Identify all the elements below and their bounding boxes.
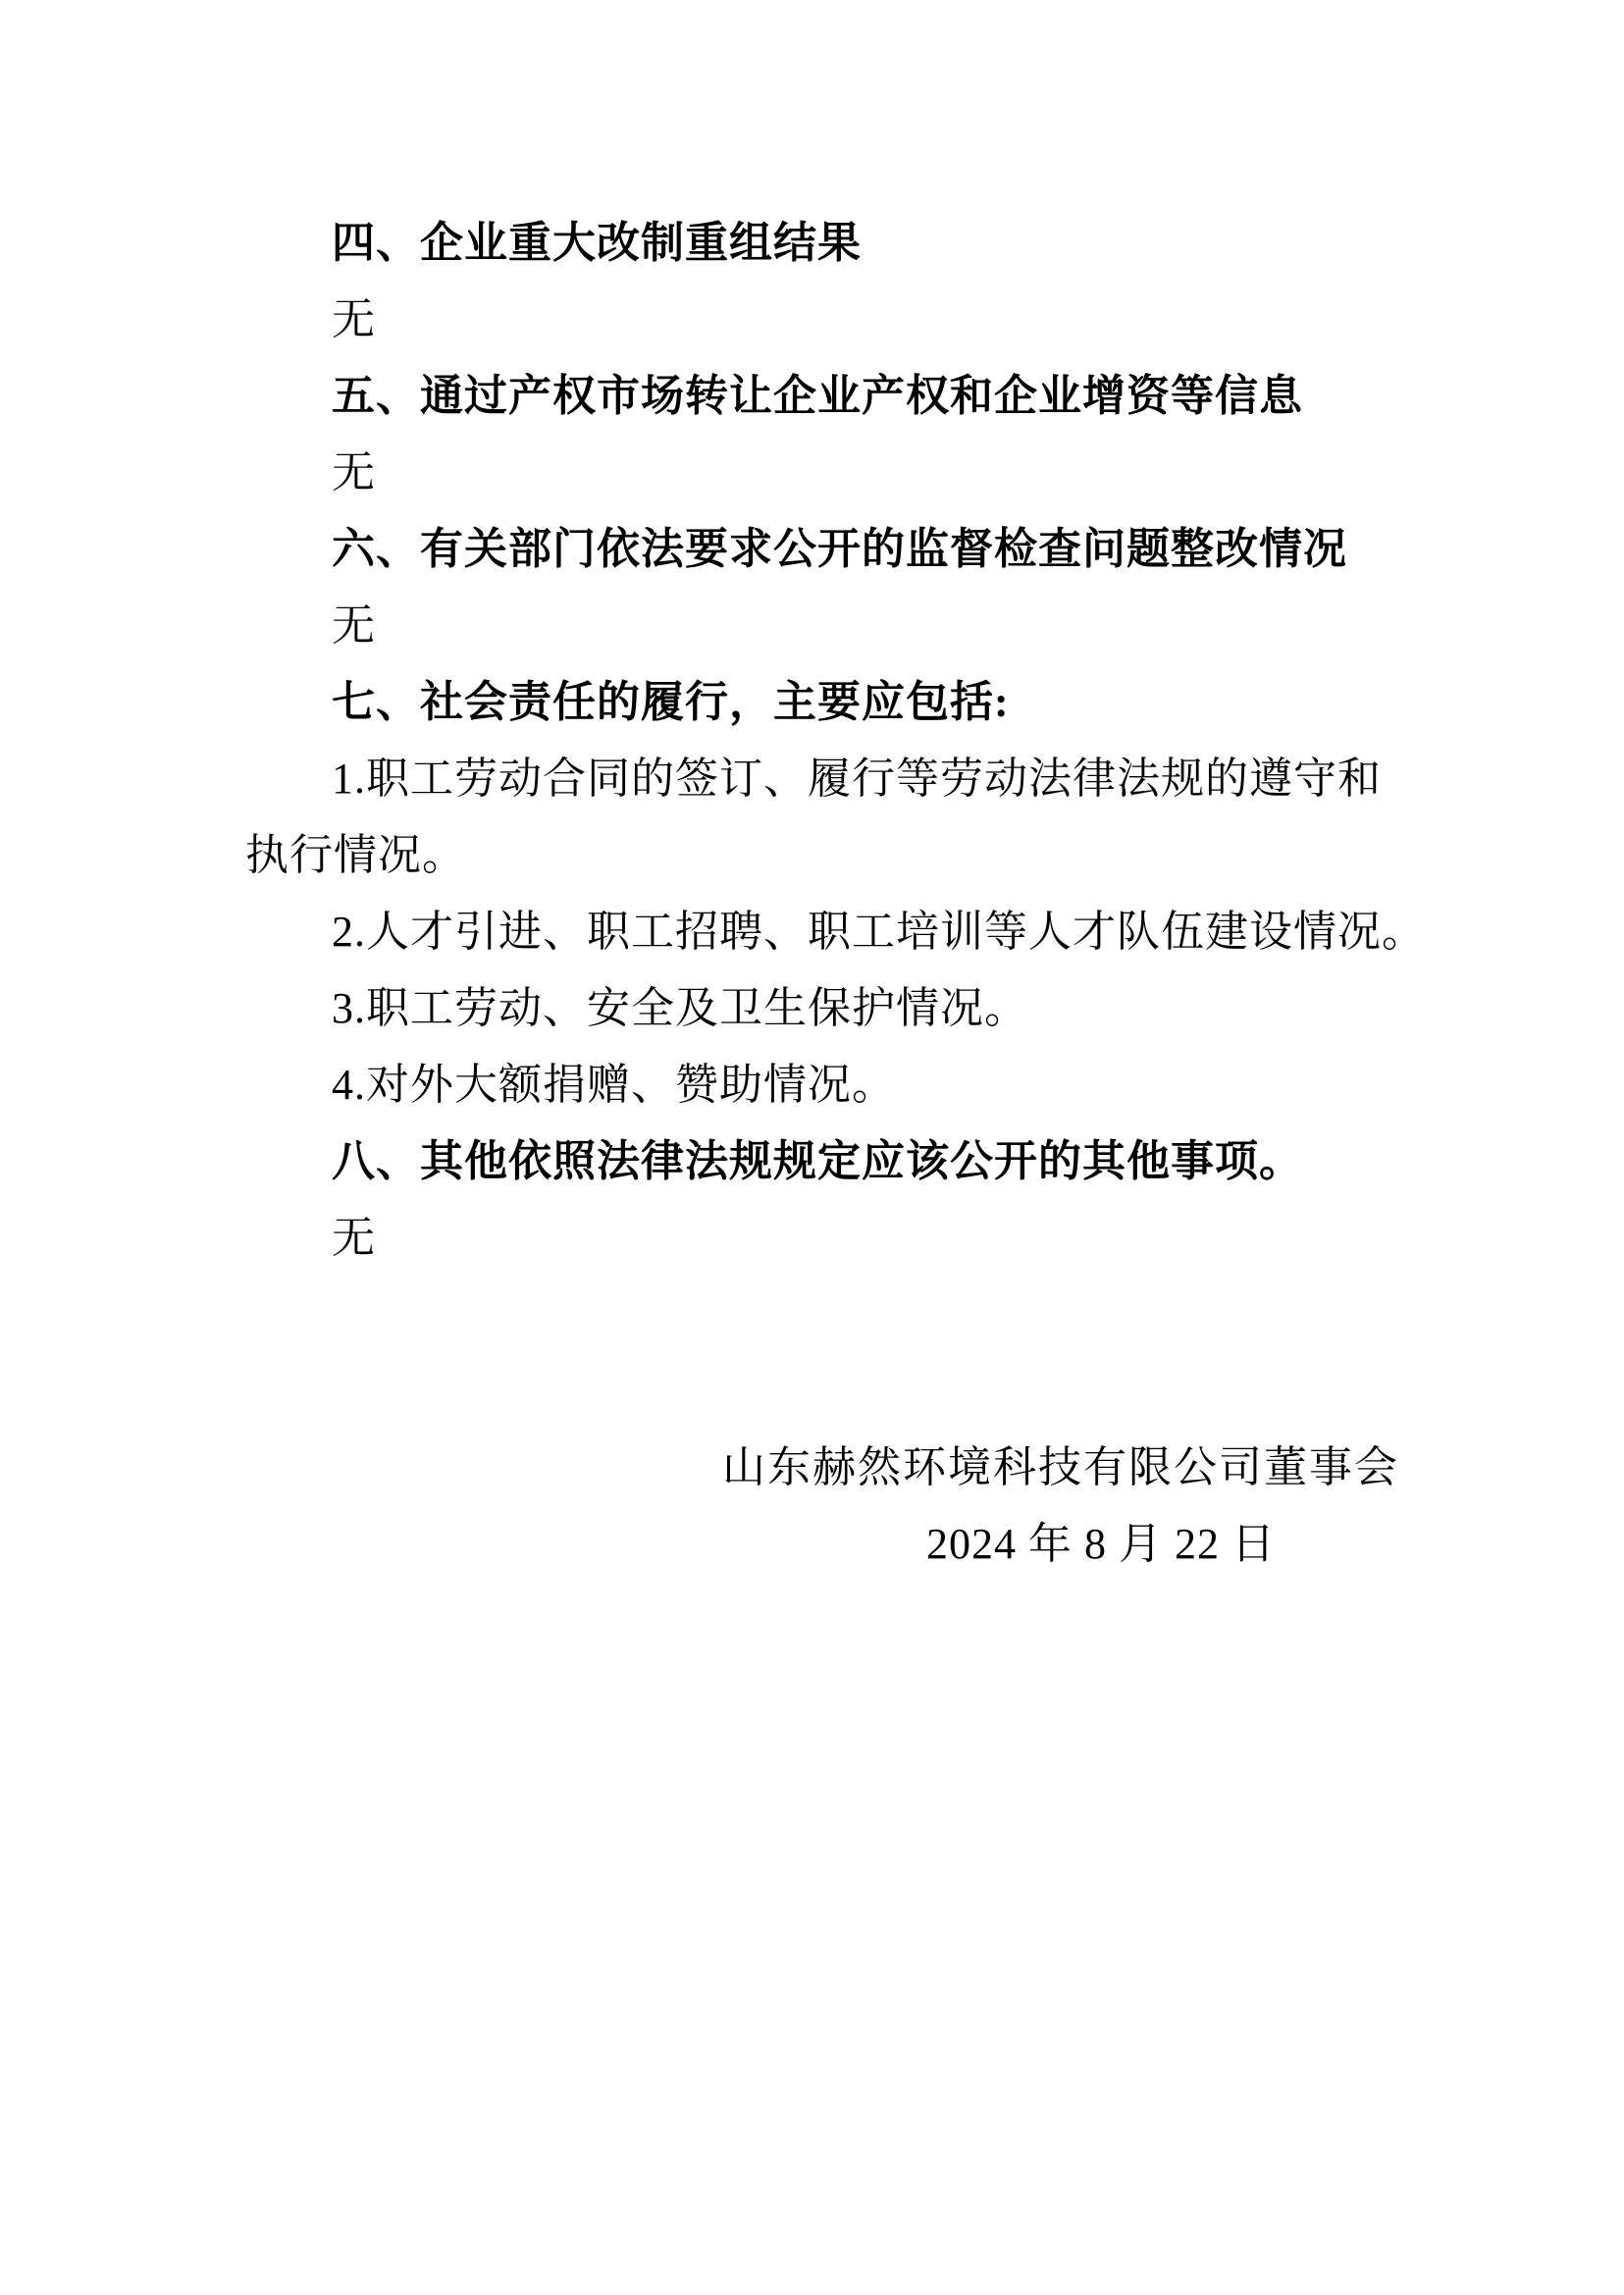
section-heading-six: 六、有关部门依法要求公开的监督检查问题整改情况 — [332, 525, 1347, 573]
section-eight-answer-none: 无 — [332, 1214, 376, 1262]
section-heading-eight: 八、其他依照法律法规规定应该公开的其他事项。 — [332, 1137, 1303, 1185]
blank-space — [245, 1277, 1403, 1430]
section-heading-four: 四、企业重大改制重组结果 — [332, 219, 862, 267]
list-item-2: 2.人才引进、职工招聘、职工培训等人才队伍建设情况。 — [332, 908, 1426, 956]
section-four-answer-none: 无 — [332, 295, 376, 343]
section-five-answer-none: 无 — [332, 448, 376, 496]
list-item-1-line-2: 执行情况。 — [245, 831, 466, 879]
section-six-answer-none: 无 — [332, 601, 376, 650]
list-item-4: 4.对外大额捐赠、赞助情况。 — [332, 1061, 896, 1109]
list-item-1-line-1: 1.职工劳动合同的签订、履行等劳动法律法规的遵守和 — [332, 755, 1382, 803]
signature-company: 山东赫然环境科技有限公司董事会 — [722, 1443, 1399, 1491]
signature-date: 2024 年 8 月 22 日 — [926, 1520, 1276, 1568]
section-heading-five: 五、通过产权市场转让企业产权和企业增资等信息 — [332, 372, 1303, 420]
list-item-3: 3.职工劳动、安全及卫生保护情况。 — [332, 984, 1028, 1032]
document-content — [245, 205, 1426, 1583]
section-heading-seven: 七、社会责任的履行，主要应包括: — [332, 678, 1010, 726]
